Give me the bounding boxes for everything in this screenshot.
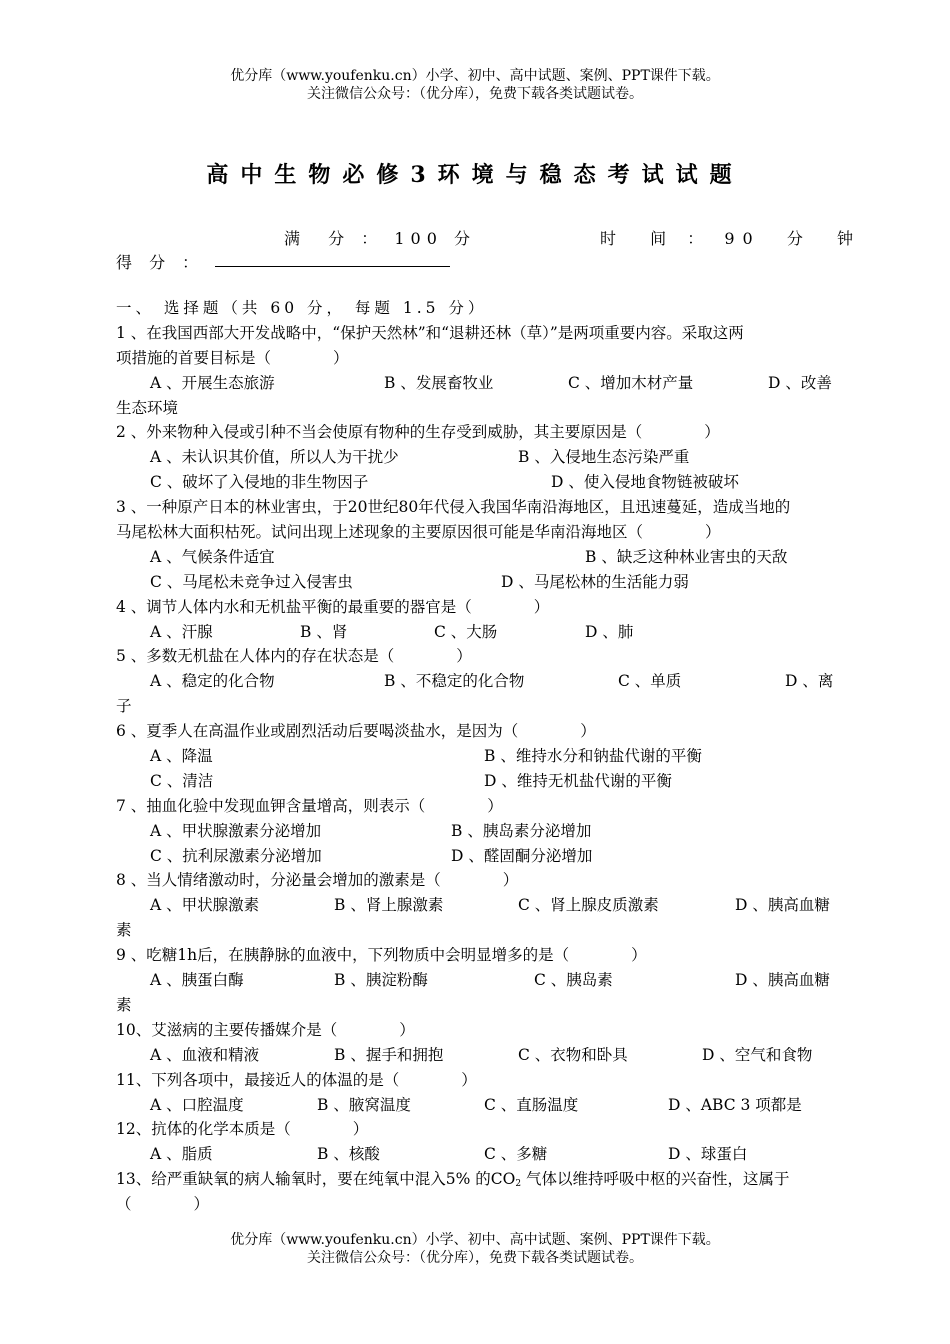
q5-option-d[interactable]: D 、离 [785, 672, 834, 691]
q1-options [116, 371, 836, 396]
q12-option-c[interactable]: C 、多糖 [484, 1145, 548, 1164]
q2-stem: 2 、外来物种入侵或引种不当会使原有物种的生存受到威胁，其主要原因是（ ） [116, 423, 720, 442]
q6-options-1 [116, 744, 836, 769]
q9-option-d[interactable]: D 、胰高血糖 [735, 971, 830, 990]
q9-option-c[interactable]: C 、胰岛素 [534, 971, 613, 990]
footer-line-2: 关注微信公众号：（优分库），免费下载各类试题试卷。 [307, 1250, 643, 1266]
page-title: 高中生物必修3环境与稳态考试试题 [206, 162, 744, 188]
q3-stem-1: 3 、一种原产日本的林业害虫，于20世纪80年代侵入我国华南沿海地区，且迅速蔓延，造成当地的 [116, 498, 791, 517]
q3-options-1 [116, 545, 836, 570]
q8-option-c[interactable]: C 、肾上腺皮质激素 [518, 896, 659, 915]
q11-option-c[interactable]: C 、直肠温度 [484, 1095, 579, 1114]
q12-options [116, 1142, 836, 1167]
q4-option-c[interactable]: C 、大肠 [434, 622, 498, 641]
q8-option-d-cont: 素 [116, 921, 132, 940]
q7-option-b[interactable]: B 、胰岛素分泌增加 [451, 821, 592, 840]
q1-option-a[interactable]: A 、开展生态旅游 [150, 373, 275, 392]
q2-option-c[interactable]: C 、破坏了入侵地的非生物因子 [150, 473, 369, 492]
q10-option-a[interactable]: A 、血液和精液 [150, 1045, 260, 1064]
q12-stem: 12、抗体的化学本质是（ ） [116, 1120, 369, 1139]
q12-option-a[interactable]: A 、脂质 [150, 1145, 213, 1164]
q6-options-2 [116, 769, 836, 794]
q11-option-b[interactable]: B 、腋窝温度 [317, 1095, 411, 1114]
score-blank[interactable] [215, 266, 450, 267]
q9-stem: 9 、吃糖1h后，在胰静脉的血液中，下列物质中会明显增多的是（ ） [116, 946, 647, 965]
q5-option-d-cont: 子 [116, 697, 132, 716]
q13-stem-post: 气体以维持呼吸中枢的兴奋性，这属于 [521, 1170, 790, 1189]
q10-option-b[interactable]: B 、握手和拥抱 [334, 1045, 444, 1064]
q13-stem-pre: 13、给严重缺氧的病人输氧时，要在纯氧中混入5% 的CO [116, 1170, 516, 1189]
q4-stem: 4 、调节人体内水和无机盐平衡的最重要的器官是（ ） [116, 597, 550, 616]
q10-stem: 10、艾滋病的主要传播媒介是（ ） [116, 1020, 415, 1039]
q11-option-a[interactable]: A 、口腔温度 [150, 1095, 244, 1114]
q3-option-d[interactable]: D 、马尾松林的生活能力弱 [501, 572, 689, 591]
q3-option-a[interactable]: A 、气候条件适宜 [150, 547, 275, 566]
q4-option-a[interactable]: A 、汗腺 [150, 622, 213, 641]
exam-time: 时 间 ： 90 分 钟 [600, 229, 862, 248]
question-list [116, 296, 836, 1217]
q12-option-d[interactable]: D 、球蛋白 [668, 1145, 748, 1164]
full-score: 满 分 ： 100 分 [284, 229, 476, 248]
q5-option-c[interactable]: C 、单质 [618, 672, 682, 691]
q6-option-c[interactable]: C 、清洁 [150, 771, 214, 790]
q6-stem: 6 、夏季人在高温作业或剧烈活动后要喝淡盐水，是因为（ ） [116, 722, 596, 741]
q7-options-1 [116, 819, 836, 844]
q10-option-d[interactable]: D 、空气和食物 [702, 1045, 813, 1064]
q9-option-d-cont: 素 [116, 995, 132, 1014]
header-line-1: 优分库（www.youfenku.cn）小学、初中、高中试题、案例、PPT课件下载。 [230, 68, 720, 84]
q2-options-2 [116, 470, 836, 495]
q13-stem-2: （ ） [116, 1195, 210, 1214]
q10-options [116, 1043, 836, 1068]
q3-option-c[interactable]: C 、马尾松未竞争过入侵害虫 [150, 572, 353, 591]
q8-stem: 8 、当人情绪激动时，分泌量会增加的激素是（ ） [116, 871, 519, 890]
q12-option-b[interactable]: B 、核酸 [317, 1145, 380, 1164]
q4-options [116, 620, 836, 645]
q6-option-b[interactable]: B 、维持水分和钠盐代谢的平衡 [484, 747, 702, 766]
q7-option-c[interactable]: C 、抗利尿激素分泌增加 [150, 846, 322, 865]
q9-options [116, 968, 836, 993]
q4-option-d[interactable]: D 、肺 [585, 622, 634, 641]
q3-stem-2: 马尾松林大面积枯死。试问出现上述现象的主要原因很可能是华南沿海地区（ ） [116, 523, 721, 542]
q10-option-c[interactable]: C 、衣物和卧具 [518, 1045, 628, 1064]
q1-option-b[interactable]: B 、发展畜牧业 [384, 373, 494, 392]
q5-stem: 5 、多数无机盐在人体内的存在状态是（ ） [116, 647, 472, 666]
q4-option-b[interactable]: B 、肾 [300, 622, 348, 641]
q11-options [116, 1093, 836, 1118]
q11-option-d[interactable]: D 、ABC 3 项都是 [668, 1095, 802, 1114]
q13-stem-sub: 2 [515, 1179, 522, 1190]
q6-option-a[interactable]: A 、降温 [150, 747, 213, 766]
q13-stem-1 [116, 1167, 836, 1192]
q8-options [116, 893, 836, 918]
q7-option-d[interactable]: D 、醛固酮分泌增加 [451, 846, 593, 865]
q1-stem-2: 项措施的首要目标是（ ） [116, 348, 349, 367]
q1-option-d[interactable]: D 、改善 [768, 373, 832, 392]
q9-option-b[interactable]: B 、胰淀粉酶 [334, 971, 428, 990]
footer-line-1: 优分库（www.youfenku.cn）小学、初中、高中试题、案例、PPT课件下载。 [230, 1232, 720, 1248]
q2-option-d[interactable]: D 、使入侵地食物链被破坏 [551, 473, 739, 492]
section-heading: 一、 选择题（共 60 分， 每题 1.5 分） [116, 299, 488, 317]
q8-option-a[interactable]: A 、甲状腺激素 [150, 896, 260, 915]
q3-option-b[interactable]: B 、缺乏这种林业害虫的天敌 [585, 547, 788, 566]
q1-option-d-cont: 生态环境 [116, 398, 179, 417]
q7-options-2 [116, 844, 836, 869]
q11-stem: 11、下列各项中，最接近人的体温的是（ ） [116, 1070, 477, 1089]
q2-options-1 [116, 445, 836, 470]
q2-option-a[interactable]: A 、未认识其价值，所以人为干扰少 [150, 448, 399, 467]
q5-option-a[interactable]: A 、稳定的化合物 [150, 672, 275, 691]
q8-option-b[interactable]: B 、肾上腺激素 [334, 896, 444, 915]
q3-options-2 [116, 570, 836, 595]
q5-options [116, 669, 836, 694]
q8-option-d[interactable]: D 、胰高血糖 [735, 896, 830, 915]
q6-option-d[interactable]: D 、维持无机盐代谢的平衡 [484, 771, 672, 790]
header-line-2: 关注微信公众号：（优分库），免费下载各类试题试卷。 [307, 86, 643, 102]
q7-option-a[interactable]: A 、甲状腺激素分泌增加 [150, 821, 322, 840]
q7-stem: 7 、抽血化验中发现血钾含量增高，则表示（ ） [116, 796, 503, 815]
q2-option-b[interactable]: B 、入侵地生态污染严重 [518, 448, 690, 467]
score-label: 得 分 ： [116, 253, 205, 272]
q9-option-a[interactable]: A 、胰蛋白酶 [150, 971, 244, 990]
q1-stem-1: 1 、在我国西部大开发战略中，“保护天然林”和“退耕还林（草）”是两项重要内容。采取这两 [116, 323, 744, 342]
q1-option-c[interactable]: C 、增加木材产量 [568, 373, 694, 392]
q5-option-b[interactable]: B 、不稳定的化合物 [384, 672, 525, 691]
